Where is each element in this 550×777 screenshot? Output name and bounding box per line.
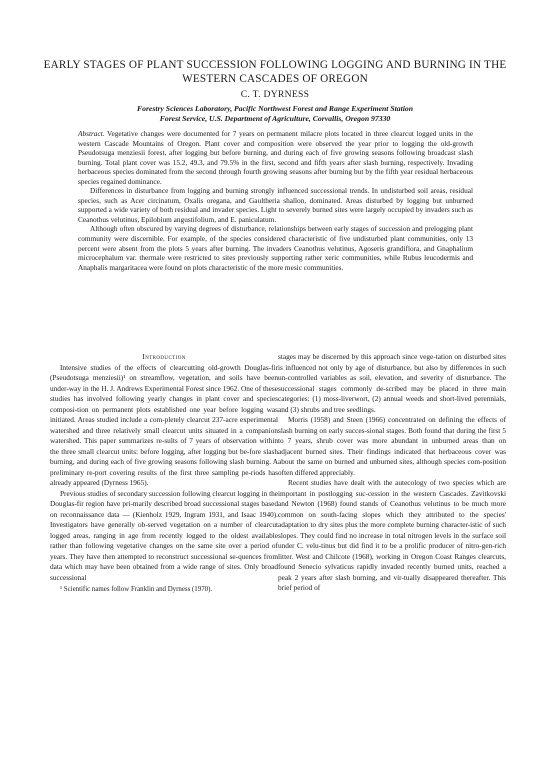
abstract-paragraph-3: Although often obscured by varying degrees of disturbance, relationships between early stages of succession and prelogging plant community were discernible. For example, of the species considered characteristic of five undisturbed plant communities, only 13 percent were absent from the plots 5 years after burning. The invaders Ceanothus velutinus, Agoseris grandiflora, and Gnaphalium microcephalum var. thermale were restricted to sites previously supporting rather xeric communities, while Rubus leucodermis and Anaphalis margaritacea were found on plots characteristic of the more mesic communities.: [78, 224, 473, 272]
affiliation-line-1: Forestry Sciences Laboratory, Pacific Northwest Forest and Range Experiment Station: [136, 104, 414, 113]
body-column-left: [50, 352, 278, 596]
body-paragraph: Morris (1958) and Steen (1966) concentrated on defining the effects of slash burning on early succes-sional stages. Both found that during the first 5 to 7 years, shrub cover was more abundant in unburned areas than on adjacent burned sites. Their findings indicated that herbaceous cover was about the same on burned and unburned sites, although species com-position often differed appreciably.: [278, 415, 506, 477]
author-name: C. T. DYRNESS: [240, 89, 310, 100]
affiliation-line-2: Forest Service, U.S. Department of Agriculture, Corvallis, Oregon 97330: [159, 114, 391, 123]
body-column-right: [278, 352, 506, 594]
body-paragraph: stages may be discerned by this approach since vege-tation on disturbed sites is influenced not only by age of disturbance, but also by differences in such un-controlled variables as soil, elevation, and severity of disturbance. The successional stages commonly de-scribed may be placed in three main categories: (1) moss-liverwort, (2) annual weeds and short-lived perennials, and (3) shrubs and tree seedlings.: [278, 352, 506, 414]
abstract-block: [78, 129, 473, 272]
author-affiliation: [40, 104, 510, 124]
footnote: ¹ Scientific names follow Franklin and Dyrness (1970).: [60, 586, 213, 593]
paper-title: EARLY STAGES OF PLANT SUCCESSION FOLLOWING LOGGING AND BURNING IN THE WESTERN CASCADES OF OREGON: [43, 59, 507, 85]
body-paragraph: Intensive studies of the effects of clearcutting old-growth Douglas-fir (Pseudotsuga menziesii)¹ on streamflow, vegetation, and soils have been under-way in the H. J. Andrews Experimental Forest since 1962. One of these studies has involved following yearly changes in plant cover and species composi-tion on permanent plots established one year before logging was initiated. Areas studied include a com-pletely clearcut 237-acre experimental watershed and three relatively small clearcut units situated in a companion watershed. This paper summarizes re-sults of 7 years of observation within the three small clearcut units: before logging, after logging but be-fore slash burning, and during each of five growing seasons following slash burning. A preliminary re-port covering results of the first three sampling pe-riods has already appeared (Dyrness 1965).: [50, 362, 278, 487]
body-paragraph: Recent studies have dealt with the autecology of two species which are important in postlogging suc-cession in the western Cascades. Zavitkovski and Newton (1968) found stands of Ceanothus velutinus to be much more common on south-facing slopes which they attributed to the species' adaptation to dry sites plus the more complete burning character-istic of such slopes. They could find no increase in total nitrogen levels in the surface soil under C. velu-tinus but did find it to be a prolific producer of nitro-gen-rich litter. West and Chilcote (1968), working in Oregon Coast Ranges clearcuts, found Senecio sylvaticus rapidly invaded recently burned units, reached a peak 2 years after slash burning, and vir-tually disappeared thereafter. This brief period of: [278, 478, 506, 592]
abstract-paragraph-1: [78, 129, 473, 186]
section-heading-introduction: Introduction: [142, 352, 186, 361]
abstract-text-1: Vegetative changes were documented for 7 years on permanent milacre plots located in three clearcut logged units in the western Cascade Mountains of Oregon. Plant cover and composition were observed the year prior to logging the old-growth Pseudotsuga menziesii forest, after logging but before burning, and during each of five growing seasons following broadcast slash burning. Total plant cover was 15.2, 49.3, and 79.5% in the first, second and fifth years after slash burning, respectively. Invading herbaceous species dominated from the second through fourth growing seasons after burning but by the fifth year residual herbaceous species regained dominance.: [78, 129, 473, 186]
body-paragraph: Previous studies of secondary succession following clearcut logging in the Douglas-fir region have pri-marily described broad successional stages based on reconnaissance data — (Kienholz 1929, Ingram 1931, and Isaac 1940). Investigators have generally ob-served vegetation on a number of clearcut logged areas, ranging in age from recently logged to the oldest available rather than following vegetative changes on the same site over a period of years. They have then attempted to reconstruct successional se-quences from data which may have been obtained from a wide range of sites. Only broad successional: [50, 488, 278, 582]
abstract-label: Abstract.: [78, 129, 105, 138]
abstract-paragraph-2: Differences in disturbance from logging and burning strongly influenced successional trends. In undisturbed soil areas, residual species, such as Acer circinatum, Oxalis oregana, and Gaultheria shallon, dominated. Areas disturbed by logging but unburned supported a wide variety of both residual and invader species. Light to severely burned sites were largely occupied by invaders such as Ceanothus velutinus, Epilobium angustifolium, and E. paniculatum.: [78, 186, 473, 224]
